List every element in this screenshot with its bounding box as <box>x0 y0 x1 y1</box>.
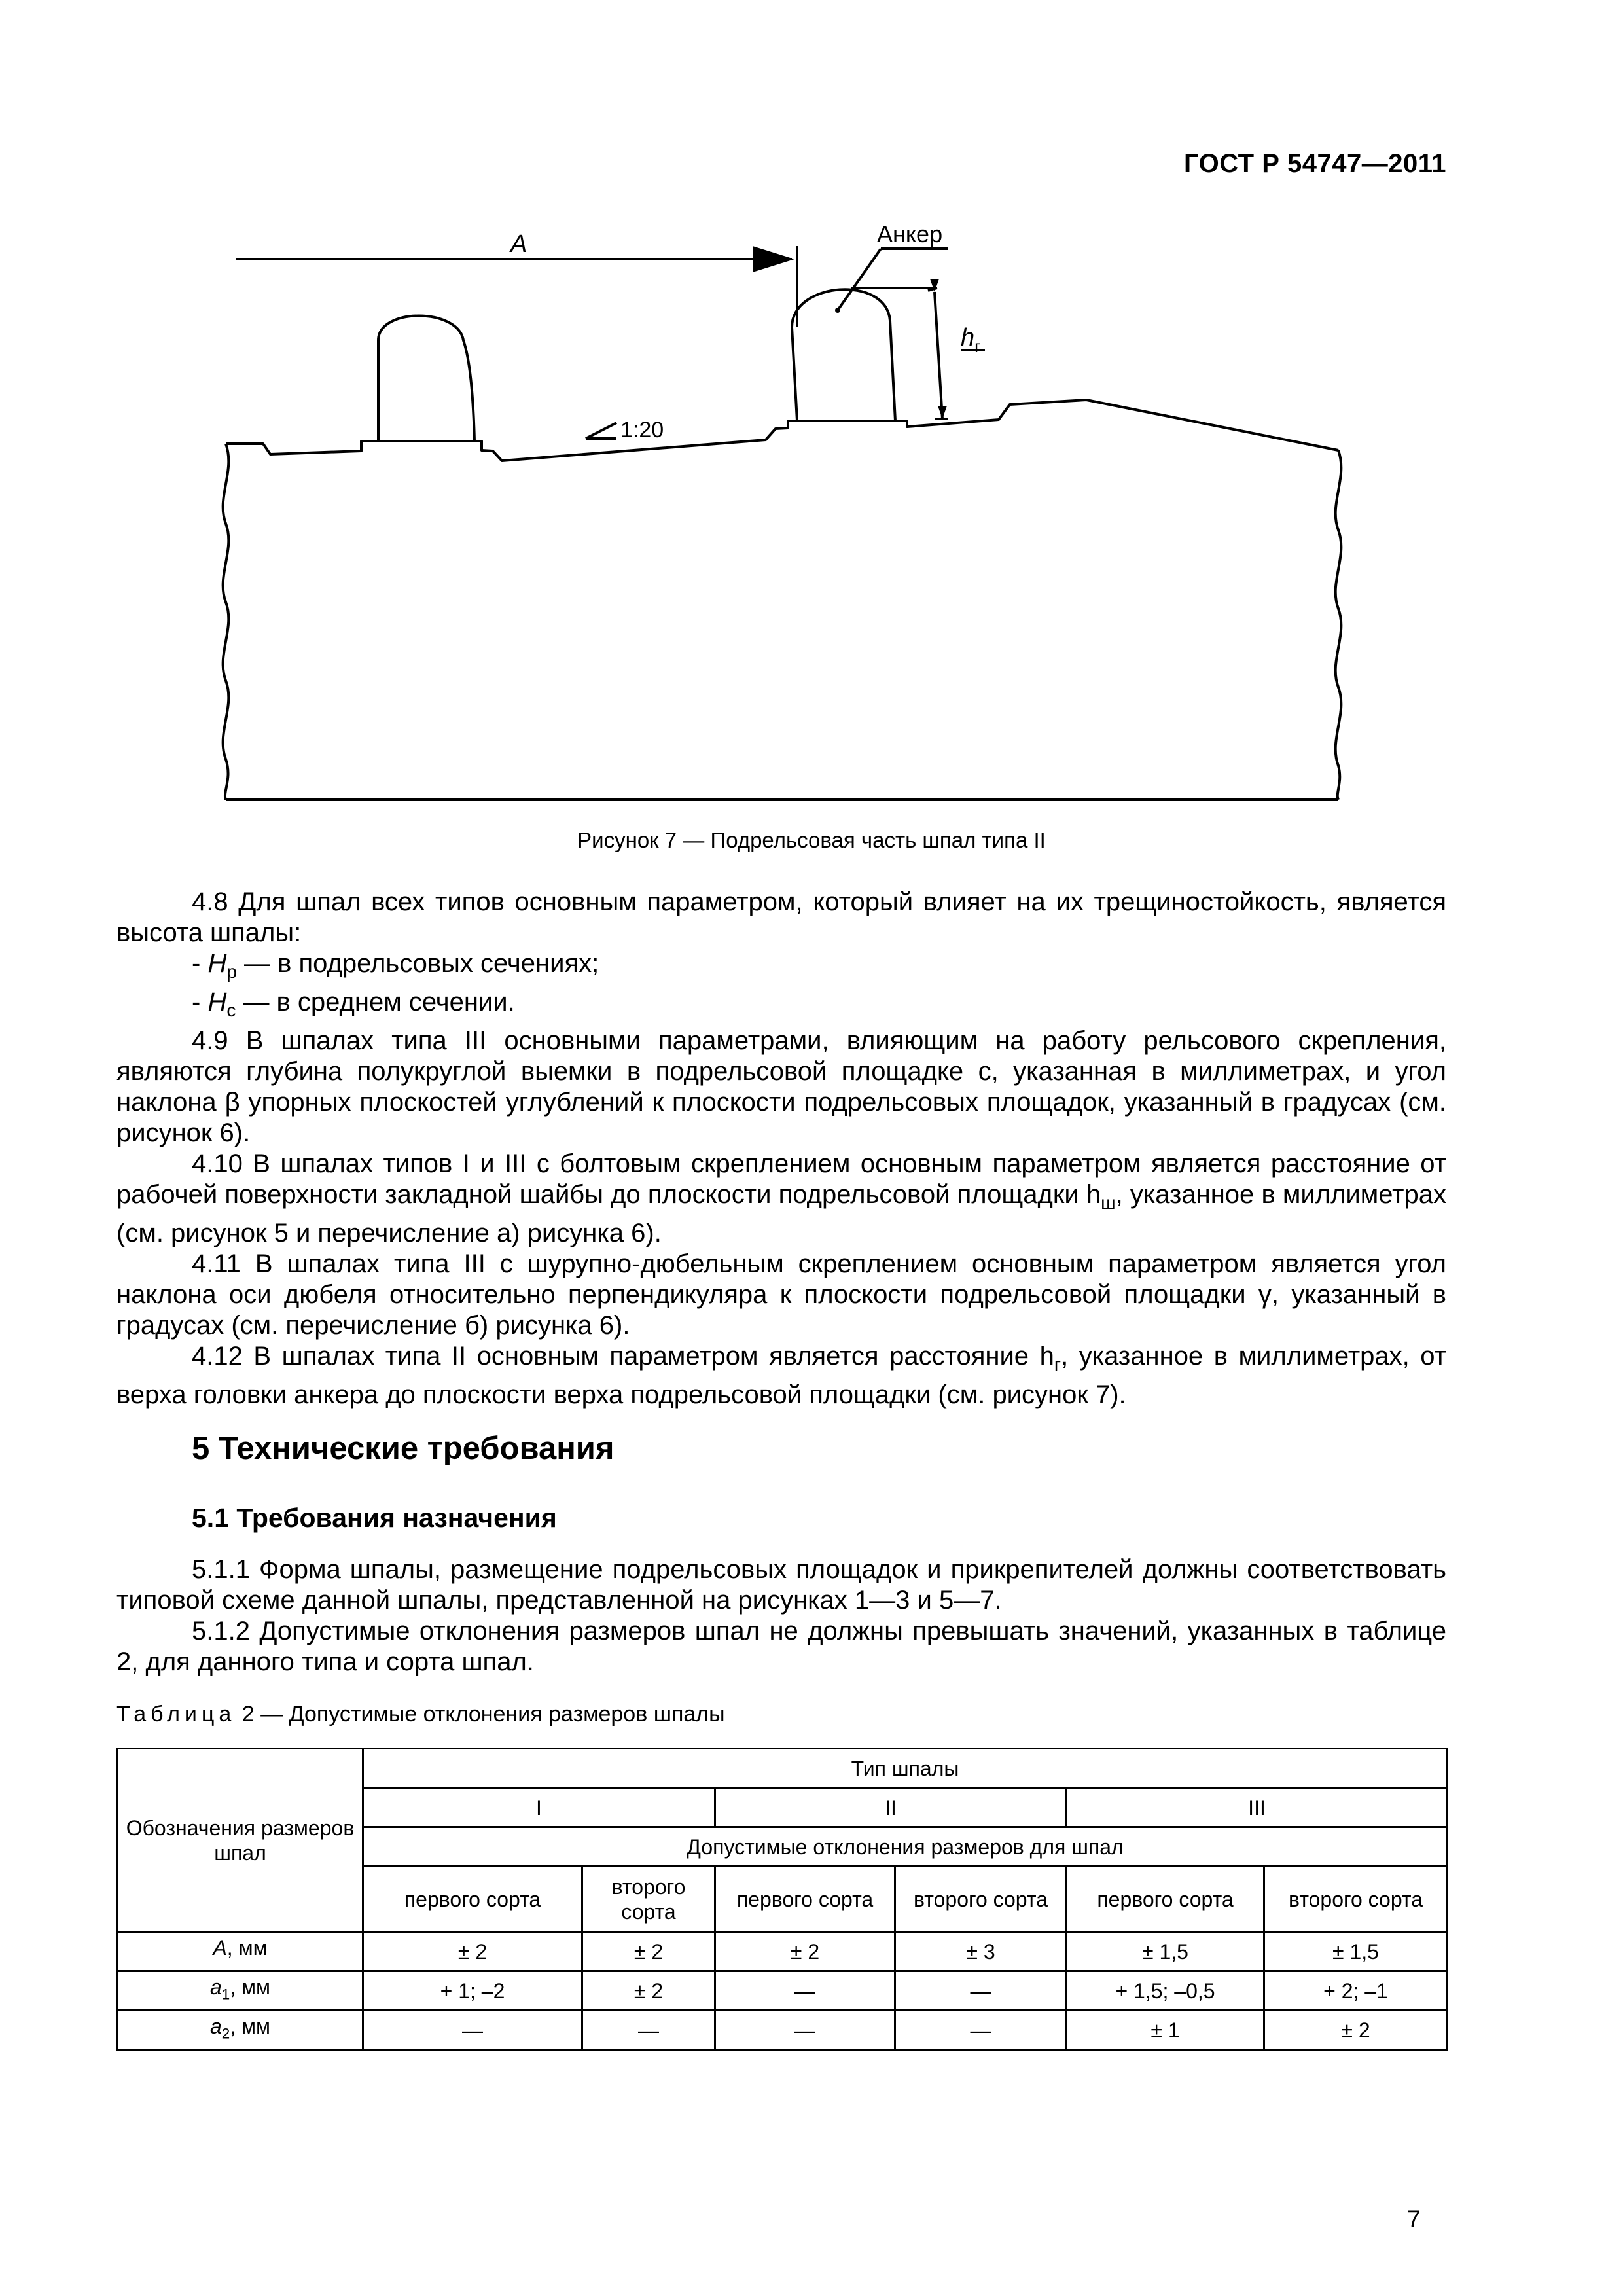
anchor-leader-line <box>838 249 881 310</box>
row-designation: A, мм <box>118 1932 363 1971</box>
table-cell: — <box>363 2011 582 2050</box>
figure-7-rail-seat-diagram <box>0 0 1623 851</box>
header-grade-first: первого сорта <box>715 1867 895 1932</box>
row-designation: $a_1$, мм <box>118 1971 363 2011</box>
header-type-2: II <box>715 1788 1067 1827</box>
paragraph-5-1-1: 5.1.1 Форма шпалы, размещение подрельсовых площадок и прикрепителей должны соответствовать типовой схеме данной шпалы, представленной на рисунках 1—3 и 5—7. <box>116 1555 1446 1615</box>
sleeper-top-profile <box>226 400 1338 461</box>
list-item-hc: - $H_c$ — в среднем сечении. <box>192 988 515 1020</box>
paragraph-4-8: 4.8 Для шпал всех типов основным параметром, который влияет на их трещиностойкость, является высота шпалы: <box>116 888 1446 947</box>
table-cell: ± 2 <box>715 1932 895 1971</box>
sleeper-left-break <box>223 444 229 800</box>
table-cell: + 1,5; –0,5 <box>1067 1971 1264 2011</box>
header-type-1: I <box>363 1788 715 1827</box>
figure-caption: Рисунок 7 — Подрельсовая часть шпал типа II <box>577 828 1046 852</box>
table-cell: ± 1 <box>1067 2011 1264 2050</box>
tolerance-table <box>116 1748 1448 2051</box>
table-cell: ± 2 <box>582 1932 715 1971</box>
table-cell: ± 3 <box>895 1932 1067 1971</box>
dimension-h-subscript: г <box>974 336 981 356</box>
table-cell: ± 2 <box>363 1932 582 1971</box>
table-cell: — <box>895 2011 1067 2050</box>
dimension-a-label: А <box>510 230 527 258</box>
paragraph-5-1-2: 5.1.2 Допустимые отклонения размеров шпал не должны превышать значений, указанных в таблице 2, для данного типа и сорта шпал. <box>116 1617 1446 1676</box>
slope-label: 1:20 <box>620 418 664 442</box>
table-row <box>118 1971 1448 2011</box>
document-number: ГОСТ Р 54747—2011 <box>1184 149 1446 178</box>
anchor-label: Анкер <box>877 221 943 247</box>
paragraph-4-9: 4.9 В шпалах типа III основными параметрами, влияющим на работу рельсового скрепления, являются глубина полукруглой выемки в подрельсовой площадке c, указанная в миллиметрах, и угол наклона β упорных плоскостей углублений к плоскости подрельсовых площадок, указанный в градусах (см. рисунок 6). <box>116 1026 1446 1147</box>
section-title: 5 Технические требования <box>192 1431 615 1466</box>
table-cell: ± 1,5 <box>1067 1932 1264 1971</box>
paragraphs-4 <box>116 887 1446 1410</box>
left-anchor <box>378 316 474 442</box>
table-cell: + 2; –1 <box>1264 1971 1448 2011</box>
dimension-h-label: h <box>961 324 975 351</box>
dimension-h-line <box>935 292 942 419</box>
header-sleeper-type: Тип шпалы <box>363 1749 1448 1788</box>
header-type-3: III <box>1067 1788 1448 1827</box>
svg-text:hг <box>961 324 981 356</box>
table-row <box>118 2011 1448 2050</box>
header-grade-second: второго сорта <box>1264 1867 1448 1932</box>
subsection-title: 5.1 Требования назначения <box>192 1503 557 1533</box>
right-anchor <box>792 289 895 421</box>
header-grade-first: первого сорта <box>1067 1867 1264 1932</box>
paragraph-4-10: 4.10 В шпалах типов I и III с болтовым скреплением основным параметром является расстояние от рабочей поверхности закладной шайбы до плоскости подрельсовой площадки $h_ш$, указанное в миллиметрах (см. рисунок 5 и перечисление а) рисунка 6). <box>116 1149 1446 1247</box>
page-number: 7 <box>1407 2206 1421 2233</box>
row-designation: $a_2$, мм <box>118 2011 363 2050</box>
paragraph-4-12: 4.12 В шпалах типа II основным параметром является расстояние $h_г$, указанное в миллиметрах, от верха головки анкера до плоскости верха подрельсовой площадки (см. рисунок 7). <box>116 1342 1446 1409</box>
table-cell: ± 1,5 <box>1264 1932 1448 1971</box>
list-item-hp: - $H_p$ — в подрельсовых сечениях; <box>192 949 599 982</box>
header-tolerances: Допустимые отклонения размеров для шпал <box>363 1827 1448 1867</box>
table-row <box>118 1932 1448 1971</box>
slope-indicator <box>586 423 616 439</box>
header-grade-first: первого сорта <box>363 1867 582 1932</box>
header-grade-second: второго сорта <box>895 1867 1067 1932</box>
sleeper-right-break <box>1336 450 1342 800</box>
table-cell: ± 2 <box>582 1971 715 2011</box>
table-caption: Таблица 2 — Допустимые отклонения размеров шпалы <box>116 1702 725 1727</box>
header-designation: Обозначения размеров шпал <box>118 1749 363 1932</box>
table-cell: ± 2 <box>1264 2011 1448 2050</box>
paragraph-4-11: 4.11 В шпалах типа III с шурупно-дюбельным скреплением основным параметром является угол наклона оси дюбеля относительно перпендикуляра к плоскости подрельсовой площадки γ, указанный в градусах (см. перечисление б) рисунка 6). <box>116 1249 1446 1340</box>
table-cell: + 1; –2 <box>363 1971 582 2011</box>
paragraphs-5 <box>116 1554 1446 1677</box>
table-cell: — <box>715 1971 895 2011</box>
table-cell: — <box>582 2011 715 2050</box>
table-cell: — <box>895 1971 1067 2011</box>
header-grade-second: второго сорта <box>582 1867 715 1932</box>
table-cell: — <box>715 2011 895 2050</box>
